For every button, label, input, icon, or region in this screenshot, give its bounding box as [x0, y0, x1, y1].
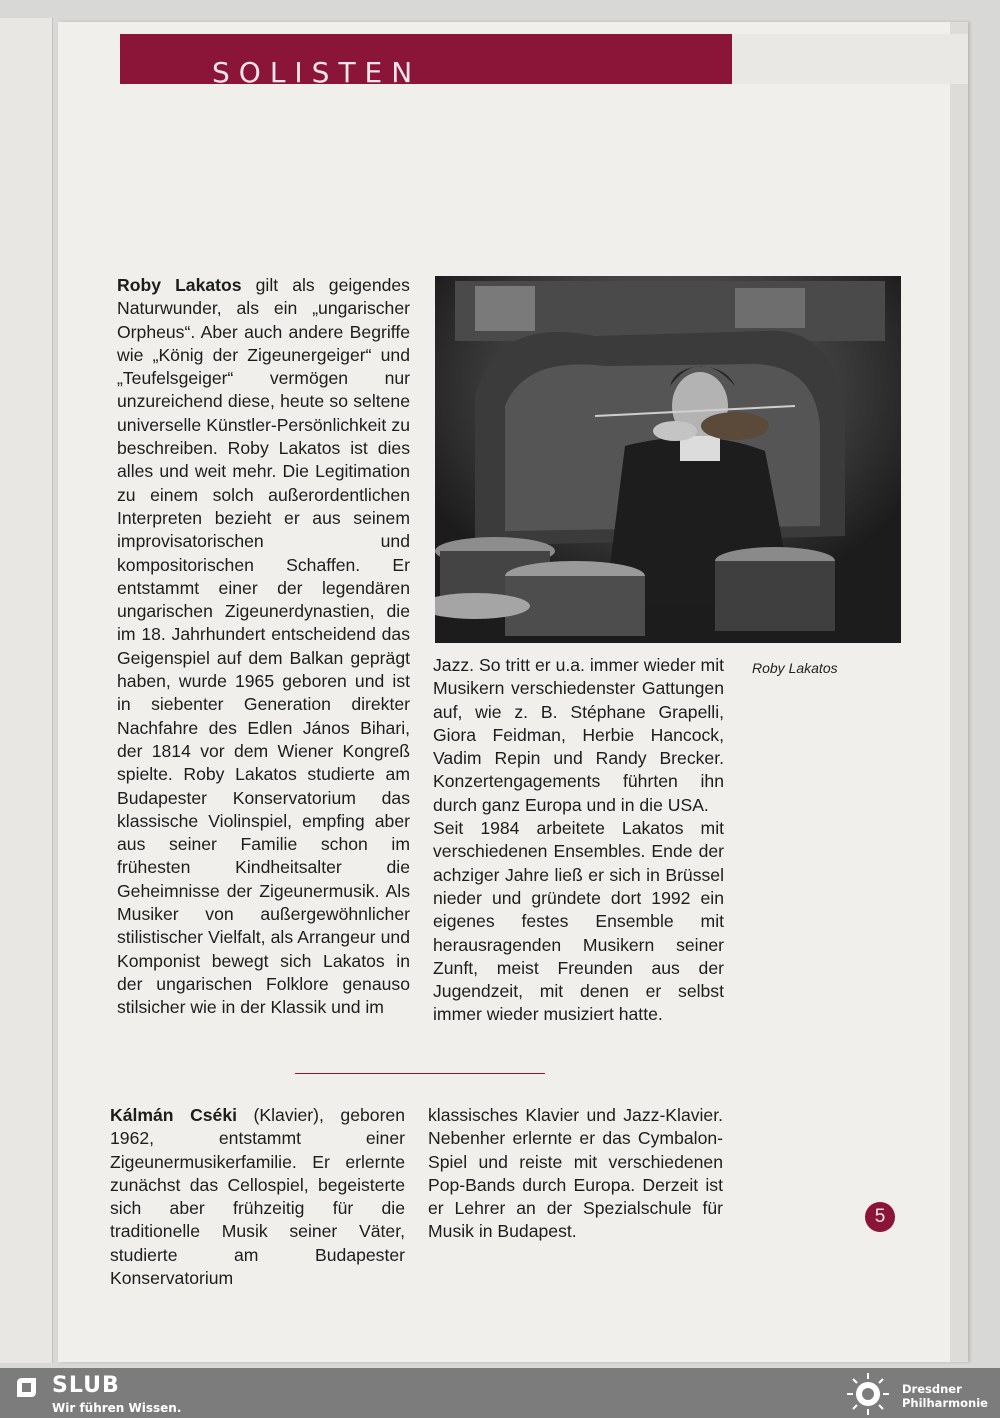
article-1-column-2: [433, 654, 724, 1027]
article-1-text-2: Jazz. So tritt er u.a. immer wieder mit Musikern verschiedenster Gattungen auf, wie z. B. Stéphane Grapelli, Giora Feidman, Herbie Hancock, Vadim Repin und Randy Brecker. Konzertengagements führten ihn durch ganz Europa und in die USA.: [433, 655, 724, 815]
photo-caption: Roby Lakatos: [752, 660, 838, 676]
section-title: SOLISTEN: [212, 56, 422, 89]
header-blank-area: [732, 34, 968, 84]
slub-tagline: Wir führen Wissen.: [52, 1401, 182, 1415]
dresdner-philharmonie-logo-icon: [842, 1371, 894, 1417]
article-2-column-2: [428, 1104, 723, 1244]
page-edge-shadow: [950, 22, 968, 1362]
article-2-name: Kálmán Cséki: [110, 1105, 238, 1125]
slub-logo-icon: [14, 1375, 40, 1401]
article-1-column-1: [117, 274, 410, 1020]
section-divider: [295, 1073, 545, 1074]
dresdner-philharmonie-name: [902, 1382, 988, 1410]
header-bar: [120, 34, 732, 89]
page-number-badge: 5: [865, 1202, 895, 1232]
violinist-photo-illustration: [435, 276, 901, 643]
left-page-edge: [0, 18, 53, 1363]
article-1-text-1: gilt als geigendes Naturwunder, als ein „ungarischer Orpheus“. Aber auch andere Begriffe wie „König der Zigeunergeiger“ und „Teufelsgeiger“ vermögen nur unzureichend diese, heute so seltene universelle Künstler-Persönlichkeit zu beschreiben. Roby Lakatos ist dies alles und weit mehr. Die Legitimation zu einem solch außerordentlichen Interpreten bezieht er aus seinem improvisatorischen und kompositorischen Schaffen. Er entstammt einer der legendären ungarischen Zigeunerdynastien, die im 18. Jahrhundert entscheidend das Geigenspiel auf dem Balkan geprägt haben, wurde 1965 geboren und ist in siebenter Generation direkter Nachfahre des Edlen János Bihari, der 1814 vor dem Wiener Kongreß spielte. Roby Lakatos studierte am Budapester Konservatorium das klassische Violinspiel, empfing aber aus seiner Familie schon im frühesten Kindheitsalter die Geheimnisse der Zigeunermusik. Als Musiker von außergewöhnlicher stilistischer Vielfalt, als Arrangeur und Komponist bewegt sich Lakatos in der ungarischen Folklore genauso stilsicher wie in der Klassik und im: [117, 275, 410, 1018]
partner-line-2: Philharmonie: [902, 1396, 988, 1410]
slub-name: SLUB: [52, 1373, 120, 1398]
article-2-column-1: [110, 1104, 405, 1290]
article-2-text-1: (Klavier), geboren 1962, entstammt einer Zigeunermusikerfamilie. Er erlernte zunächst das Cellospiel, begeisterte sich aber frühzeitig für die traditionelle Musik seiner Väter, studierte am Budapester Konservatorium: [110, 1105, 405, 1289]
article-1-name: Roby Lakatos: [117, 275, 242, 295]
violinist-photo: [435, 276, 901, 643]
article-1-text-3: Seit 1984 arbeitete Lakatos mit verschiedenen Ensembles. Ende der achziger Jahre ließ er sich in Brüssel nieder und gründete dort 1992 ein eigenes festes Ensemble mit herausragenden Musikern seiner Zunft, meist Freunden aus der Jugendzeit, mit denen er selbst immer wieder musiziert hatte.: [433, 818, 724, 1025]
article-2-text-2: klassisches Klavier und Jazz-Klavier. Nebenher erlernte er das Cymbalon-Spiel und reiste mit verschiedenen Pop-Bands durch Europa. Derzeit ist er Lehrer an der Spezialschule für Musik in Budapest.: [428, 1105, 723, 1242]
partner-line-1: Dresdner: [902, 1382, 962, 1396]
